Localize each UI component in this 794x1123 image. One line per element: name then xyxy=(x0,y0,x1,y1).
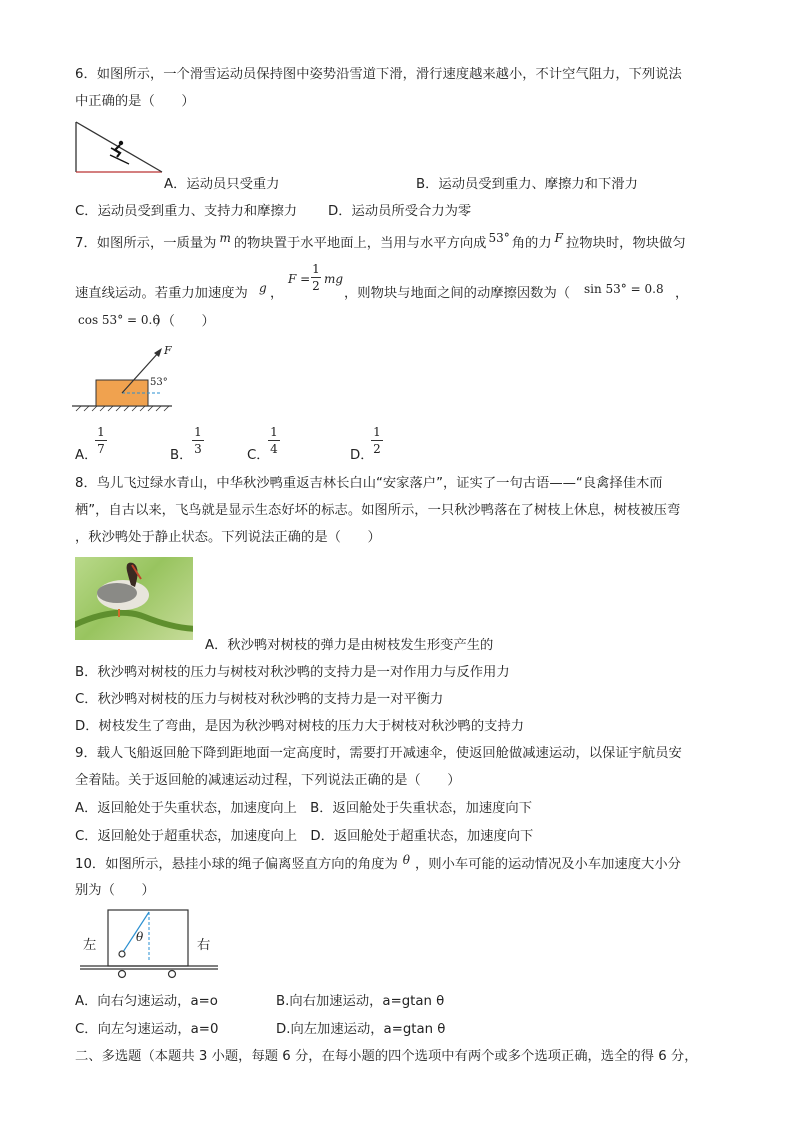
q7-comma: ， xyxy=(270,286,284,301)
q7-stem-line1 xyxy=(75,231,686,253)
q10-stem-line1 xyxy=(75,855,681,874)
q10-option-c: C．向左匀速运动，a=0 xyxy=(75,1022,219,1037)
q10-theta-symbol: θ xyxy=(402,853,410,867)
q10-option-b: B.向右加速运动，a=gtan θ xyxy=(276,994,445,1009)
section-2-heading: 二、多选题（本题共 3 小题，每题 6 分，在每小题的四个选项中有两个或多个选项正确，选全的得 6 分， xyxy=(75,1049,698,1064)
figure-left-label: 左 xyxy=(83,938,97,953)
q7-option-b-label: B． xyxy=(170,448,193,463)
q8-option-d: D．树枝发生了弯曲，是因为秋沙鸭对树枝的压力大于树枝对秋沙鸭的支持力 xyxy=(75,719,525,734)
q10-text-1: 10．如图所示，悬挂小球的绳子偏离竖直方向的角度为 xyxy=(75,857,398,872)
q7-sin-value: sin 53° = 0.8 xyxy=(584,282,664,296)
q7-mg: mg xyxy=(324,272,344,286)
q7-half-den: 2 xyxy=(312,279,320,293)
q6-stem-line2: 中正确的是（ ） xyxy=(75,94,195,109)
duck-on-branch-photo xyxy=(75,557,193,640)
figure-right-label: 右 xyxy=(197,938,211,953)
q7-force-symbol: F xyxy=(554,231,563,245)
ground-hatching xyxy=(76,406,169,411)
wheel-right xyxy=(169,971,176,978)
q7-option-a-label: A． xyxy=(75,448,98,463)
q10-text-2: ，则小车可能的运动情况及小车加速度大小分 xyxy=(414,857,681,872)
q7-option-b-fraction: 1 3 xyxy=(192,425,204,456)
q9-stem-line1: 9．载人飞船返回舱下降到距地面一定高度时，需要打开减速伞，使返回舱做减速运动，以保证宇航员安 xyxy=(75,746,682,761)
q10-stem-line2: 别为（ ） xyxy=(75,883,155,898)
duck-photo-content xyxy=(75,557,193,640)
q6-option-c: C．运动员受到重力、支持力和摩擦力 xyxy=(75,204,298,219)
q7-text-4: 拉物块时，物块做匀 xyxy=(565,236,686,251)
figure-force-label: F xyxy=(164,344,172,357)
q7-gravity-symbol: g xyxy=(259,281,267,295)
q7-cos-value: cos 53° = 0.6 xyxy=(78,313,160,327)
q7-text-5: 速直线运动。若重力加速度为 xyxy=(75,286,248,301)
q7-answer-paren: ）（ ） xyxy=(155,314,215,329)
q7-angle: 53° xyxy=(488,231,510,245)
q8-stem-line1: 8．鸟儿飞过绿水青山，中华秋沙鸭重返吉林长白山“安家落户”，证实了一句古语——“良禽择佳木而 xyxy=(75,476,663,491)
q6-stem-line1: 6．如图所示，一个滑雪运动员保持图中姿势沿雪道下滑，滑行速度越来越小，不计空气阻力，下列说法 xyxy=(75,67,682,82)
q7-text-2: 的物块置于水平地面上，当用与水平方向成 xyxy=(233,236,487,251)
q7-option-c-label: C． xyxy=(247,448,270,463)
q10-option-a: A．向右匀速运动，a=o xyxy=(75,994,218,1009)
q7-half-num: 1 xyxy=(312,262,320,276)
q9-options-ab: A．返回舱处于失重状态，加速度向上 B．返回舱处于失重状态，加速度向下 xyxy=(75,801,533,816)
figure-theta-label: θ xyxy=(136,930,144,944)
cart-box xyxy=(108,910,188,966)
q7-mass-symbol: m xyxy=(219,231,231,245)
duck-wing xyxy=(97,583,137,603)
q7-text-6: ，则物块与地面之间的动摩擦因数为（ xyxy=(344,286,571,301)
q10-option-d: D.向左加速运动，a=gtan θ xyxy=(276,1022,446,1037)
q6-option-b: B．运动员受到重力、摩擦力和下滑力 xyxy=(416,177,638,192)
q8-stem-line2: 栖”，自古以来，飞鸟就是显示生态好坏的标志。如图所示，一只秋沙鸭落在了树枝上休息，树枝被压弯 xyxy=(75,503,681,518)
q8-option-c: C．秋沙鸭对树枝的压力与树枝对秋沙鸭的支持力是一对平衡力 xyxy=(75,692,444,707)
q8-stem-line3: ，秋沙鸭处于静止状态。下列说法正确的是（ ） xyxy=(75,530,381,545)
q7-option-d-fraction: 1 2 xyxy=(371,425,383,456)
q7-option-d-label: D． xyxy=(350,448,374,463)
q6-option-d: D．运动员所受合力为零 xyxy=(328,204,472,219)
q7-half-fraction xyxy=(311,262,321,293)
ski-slope-figure xyxy=(74,120,164,176)
q9-stem-line2: 全着陆。关于返回舱的减速运动过程，下列说法正确的是（ ） xyxy=(75,773,461,788)
branch xyxy=(75,613,193,629)
q9-options-cd: C．返回舱处于超重状态，加速度向上 D．返回舱处于超重状态，加速度向下 xyxy=(75,829,534,844)
q8-option-b: B．秋沙鸭对树枝的压力与树枝对秋沙鸭的支持力是一对作用力与反作用力 xyxy=(75,665,510,680)
q7-option-c-fraction: 1 4 xyxy=(268,425,280,456)
cart-pendulum-figure xyxy=(78,908,220,980)
q7-option-a-fraction: 1 7 xyxy=(95,425,107,456)
q7-text-1: 7．如图所示，一质量为 xyxy=(75,236,217,251)
q7-comma-2: ， xyxy=(675,286,689,301)
q7-text-3: 角的力 xyxy=(511,236,552,251)
wheel-left xyxy=(119,971,126,978)
q7-force-eq: F = xyxy=(288,272,311,286)
ball xyxy=(119,951,125,957)
q6-option-a: A．运动员只受重力 xyxy=(164,177,280,192)
q8-option-a: A．秋沙鸭对树枝的弹力是由树枝发生形变产生的 xyxy=(205,638,494,653)
skier-icon xyxy=(110,141,129,164)
figure-angle-label: 53° xyxy=(150,377,168,388)
